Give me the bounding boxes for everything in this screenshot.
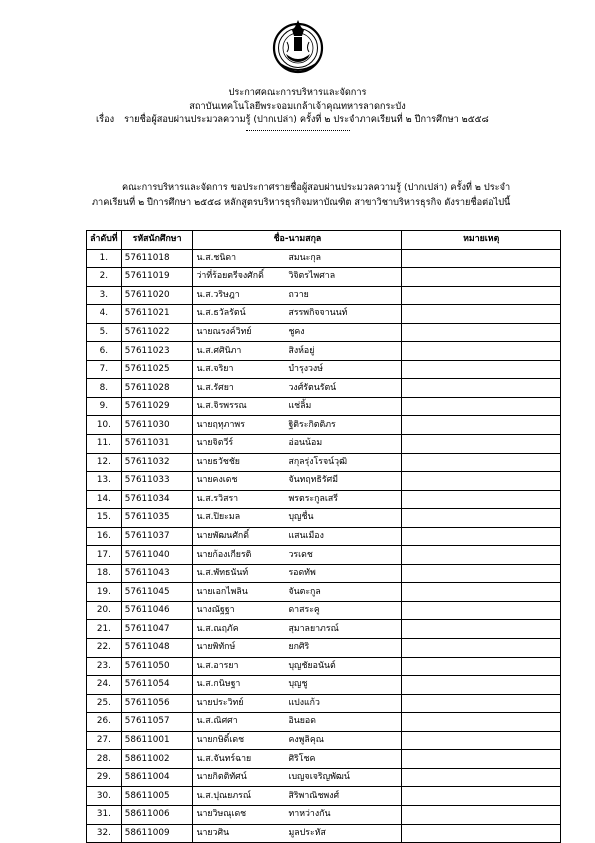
col-header-note: หมายเหตุ xyxy=(402,231,561,250)
table-row xyxy=(87,601,561,620)
first-name: นายพิทักษ์ xyxy=(196,642,236,653)
last-name: สรรพกิจจานนท์ xyxy=(288,308,348,319)
cell-no: 14. xyxy=(87,490,122,509)
first-name: นายฤทุภาพร xyxy=(196,419,245,430)
col-header-no: ลำดับที่ xyxy=(87,231,122,250)
last-name: ถวาย xyxy=(288,289,309,300)
col-header-name: ชื่อ-นามสกุล xyxy=(193,231,402,250)
cell-name xyxy=(193,564,402,583)
last-name: มูลประหัส xyxy=(288,827,326,838)
cell-no: 5. xyxy=(87,323,122,342)
cell-no: 30. xyxy=(87,787,122,806)
cell-name xyxy=(193,805,402,824)
cell-note xyxy=(402,435,561,454)
first-name: นายพัฒนศักดิ์ xyxy=(196,531,249,542)
table-row xyxy=(87,249,561,268)
cell-student-id: 57611019 xyxy=(121,268,193,287)
cell-student-id: 57611035 xyxy=(121,509,193,528)
last-name: ชูคง xyxy=(288,327,305,337)
cell-student-id: 57611048 xyxy=(121,639,193,658)
first-name: นายณรงค์วิทย์ xyxy=(196,327,252,337)
cell-no: 11. xyxy=(87,435,122,454)
table-row xyxy=(87,546,561,565)
cell-name xyxy=(193,305,402,324)
cell-no: 3. xyxy=(87,286,122,305)
cell-no: 24. xyxy=(87,676,122,695)
table-row xyxy=(87,305,561,324)
cell-no: 25. xyxy=(87,694,122,713)
last-name: อินยอด xyxy=(288,716,316,727)
cell-note xyxy=(402,546,561,565)
cell-note xyxy=(402,768,561,787)
cell-student-id: 57611025 xyxy=(121,360,193,379)
intro-paragraph xyxy=(92,180,572,210)
last-name: สิงห์อยู่ xyxy=(288,345,315,356)
first-name: น.ส.ชนิดา xyxy=(196,252,237,263)
cell-name xyxy=(193,286,402,305)
cell-name xyxy=(193,360,402,379)
cell-no: 28. xyxy=(87,750,122,769)
table-row xyxy=(87,360,561,379)
table-row xyxy=(87,435,561,454)
subject-text: รายชื่อผู้สอบผ่านประมวลความรู้ (ปากเปล่า) ครั้งที่ ๒ ประจำภาคเรียนที่ ๒ ปีการศึกษา ๒๕๕๘ xyxy=(124,114,489,125)
first-name: น.ส.ณิศศา xyxy=(196,716,238,727)
cell-note xyxy=(402,694,561,713)
first-name: น.ส.รัศยา xyxy=(196,382,234,393)
first-name: นายจิตวีร์ xyxy=(196,438,234,449)
cell-name xyxy=(193,750,402,769)
table-body xyxy=(87,249,561,843)
last-name: สมนะกุล xyxy=(288,252,322,263)
cell-note xyxy=(402,731,561,750)
first-name: นายก้องเกียรติ xyxy=(196,549,252,560)
cell-name xyxy=(193,546,402,565)
last-name: บำรุงวงษ์ xyxy=(288,364,324,375)
cell-no: 13. xyxy=(87,472,122,491)
first-name: นางณัฐฐา xyxy=(196,605,235,616)
cell-note xyxy=(402,323,561,342)
cell-student-id: 57611031 xyxy=(121,435,193,454)
cell-student-id: 57611050 xyxy=(121,657,193,676)
first-name: น.ส.ปิยะมล xyxy=(196,512,241,523)
cell-note xyxy=(402,639,561,658)
last-name: วงศ์รัตนรัตน์ xyxy=(288,382,337,393)
cell-student-id: 57611022 xyxy=(121,323,193,342)
cell-note xyxy=(402,527,561,546)
cell-no: 9. xyxy=(87,397,122,416)
first-name: น.ส.จริยา xyxy=(196,364,234,375)
cell-no: 18. xyxy=(87,564,122,583)
cell-no: 22. xyxy=(87,639,122,658)
cell-student-id: 58611005 xyxy=(121,787,193,806)
table-row xyxy=(87,416,561,435)
col-header-student-id: รหัสนักศึกษา xyxy=(121,231,193,250)
cell-name xyxy=(193,342,402,361)
last-name: ฐิติระกิตติภร xyxy=(288,419,336,430)
last-name: ยกศิริ xyxy=(288,642,310,653)
table-row xyxy=(87,824,561,843)
table-row xyxy=(87,564,561,583)
table-row xyxy=(87,583,561,602)
first-name: น.ส.รวิสรา xyxy=(196,493,239,504)
first-name: น.ส.อารยา xyxy=(196,660,239,671)
cell-name xyxy=(193,453,402,472)
cell-student-id: 57611028 xyxy=(121,379,193,398)
table-row xyxy=(87,750,561,769)
first-name: น.ส.ณฤภัค xyxy=(196,623,239,634)
cell-student-id: 57611029 xyxy=(121,397,193,416)
cell-name xyxy=(193,249,402,268)
cell-note xyxy=(402,805,561,824)
cell-name xyxy=(193,620,402,639)
first-name: น.ส.พัทธนันท์ xyxy=(196,568,249,579)
cell-student-id: 58611002 xyxy=(121,750,193,769)
table-row xyxy=(87,472,561,491)
cell-name xyxy=(193,268,402,287)
cell-name xyxy=(193,490,402,509)
cell-no: 15. xyxy=(87,509,122,528)
table-row xyxy=(87,342,561,361)
first-name: น.ส.จันทร์ฉาย xyxy=(196,753,252,764)
cell-student-id: 57611057 xyxy=(121,713,193,732)
first-name: น.ส.จิรพรรณ xyxy=(196,401,247,412)
last-name: สิริพาณิชพงศ์ xyxy=(288,790,340,801)
last-name: บุญชัยอนันต์ xyxy=(288,660,336,671)
last-name: ศิริโชค xyxy=(288,753,316,764)
cell-note xyxy=(402,342,561,361)
table-row xyxy=(87,694,561,713)
last-name: สกุลรุ่งโรจน์วุฒิ xyxy=(288,456,348,467)
table-row xyxy=(87,323,561,342)
cell-student-id: 57611023 xyxy=(121,342,193,361)
table-row xyxy=(87,397,561,416)
header-subject xyxy=(0,113,595,127)
cell-no: 17. xyxy=(87,546,122,565)
table-row xyxy=(87,731,561,750)
student-roster-table xyxy=(86,230,561,843)
cell-name xyxy=(193,787,402,806)
cell-student-id: 57611018 xyxy=(121,249,193,268)
last-name: วิจิตรไพศาล xyxy=(288,271,336,282)
cell-student-id: 57611030 xyxy=(121,416,193,435)
last-name: แปงแก้ว xyxy=(288,697,320,708)
cell-note xyxy=(402,564,561,583)
cell-student-id: 57611032 xyxy=(121,453,193,472)
first-name: นายกิตติทัศน์ xyxy=(196,772,247,783)
cell-note xyxy=(402,397,561,416)
cell-name xyxy=(193,472,402,491)
cell-no: 1. xyxy=(87,249,122,268)
last-name: เบญจเจริญพัฒน์ xyxy=(288,772,350,783)
table-row xyxy=(87,805,561,824)
cell-name xyxy=(193,416,402,435)
intro-line-2: ภาคเรียนที่ ๒ ปีการศึกษา ๒๕๕๘ หลักสูตรบริหารธุรกิจมหาบัณฑิต สาขาวิชาบริหารธุรกิจ ดังรายชื่อต่อไปนี้ xyxy=(92,197,511,208)
cell-no: 4. xyxy=(87,305,122,324)
cell-note xyxy=(402,583,561,602)
cell-note xyxy=(402,416,561,435)
last-name: จันทฤทธิรัศมี xyxy=(288,475,339,486)
cell-note xyxy=(402,249,561,268)
cell-note xyxy=(402,305,561,324)
cell-student-id: 57611043 xyxy=(121,564,193,583)
last-name: ดาสระคู xyxy=(288,605,320,616)
first-name: นายประวิทย์ xyxy=(196,697,244,708)
table-row xyxy=(87,268,561,287)
table-row xyxy=(87,639,561,658)
table-row xyxy=(87,620,561,639)
last-name: ทาหว่างกัน xyxy=(288,809,331,820)
cell-name xyxy=(193,583,402,602)
cell-note xyxy=(402,268,561,287)
cell-no: 32. xyxy=(87,824,122,843)
cell-note xyxy=(402,620,561,639)
cell-name xyxy=(193,713,402,732)
cell-no: 6. xyxy=(87,342,122,361)
table-row xyxy=(87,490,561,509)
cell-student-id: 57611021 xyxy=(121,305,193,324)
header-line-2: สถาบันเทคโนโลยีพระจอมเกล้าเจ้าคุณทหารลาดกระบัง xyxy=(189,100,406,112)
last-name: คงพูลิคุณ xyxy=(288,735,324,746)
first-name: นายวศิน xyxy=(196,827,230,838)
table-row xyxy=(87,509,561,528)
cell-name xyxy=(193,639,402,658)
cell-note xyxy=(402,509,561,528)
cell-note xyxy=(402,601,561,620)
cell-no: 2. xyxy=(87,268,122,287)
first-name: นายคงเดช xyxy=(196,475,238,486)
cell-student-id: 58611009 xyxy=(121,824,193,843)
cell-no: 29. xyxy=(87,768,122,787)
cell-note xyxy=(402,472,561,491)
cell-no: 27. xyxy=(87,731,122,750)
cell-student-id: 57611046 xyxy=(121,601,193,620)
cell-student-id: 57611040 xyxy=(121,546,193,565)
cell-name xyxy=(193,694,402,713)
last-name: พรตระกูลเสรี xyxy=(288,493,338,504)
cell-name xyxy=(193,397,402,416)
first-name: น.ส.ศศินิภา xyxy=(196,345,242,356)
cell-note xyxy=(402,824,561,843)
cell-student-id: 57611045 xyxy=(121,583,193,602)
table-row xyxy=(87,657,561,676)
first-name: นายธวัชชัย xyxy=(196,456,240,467)
cell-name xyxy=(193,601,402,620)
cell-no: 19. xyxy=(87,583,122,602)
last-name: บุญชู xyxy=(288,679,308,690)
last-name: อ่อนน้อม xyxy=(288,438,323,449)
table-row xyxy=(87,768,561,787)
last-name: บุญชื่น xyxy=(288,512,314,523)
cell-note xyxy=(402,286,561,305)
table-row xyxy=(87,527,561,546)
cell-student-id: 57611034 xyxy=(121,490,193,509)
last-name: วรเดช xyxy=(288,549,313,560)
cell-student-id: 58611004 xyxy=(121,768,193,787)
first-name: น.ส.วริษฎา xyxy=(196,289,240,300)
cell-name xyxy=(193,676,402,695)
cell-no: 16. xyxy=(87,527,122,546)
cell-note xyxy=(402,657,561,676)
cell-name xyxy=(193,824,402,843)
cell-note xyxy=(402,453,561,472)
cell-note xyxy=(402,490,561,509)
first-name: นายเอกไพลิน xyxy=(196,586,248,597)
cell-name xyxy=(193,731,402,750)
cell-note xyxy=(402,713,561,732)
cell-student-id: 57611037 xyxy=(121,527,193,546)
header-line-1: ประกาศคณะการบริหารและจัดการ xyxy=(228,87,367,98)
cell-no: 12. xyxy=(87,453,122,472)
first-name: นายวิษณุเดช xyxy=(196,809,247,820)
cell-student-id: 57611020 xyxy=(121,286,193,305)
cell-no: 20. xyxy=(87,601,122,620)
cell-name xyxy=(193,379,402,398)
cell-name xyxy=(193,435,402,454)
table-row xyxy=(87,286,561,305)
cell-student-id: 58611006 xyxy=(121,805,193,824)
subject-label: เรื่อง xyxy=(96,114,115,125)
cell-no: 21. xyxy=(87,620,122,639)
cell-no: 26. xyxy=(87,713,122,732)
cell-note xyxy=(402,360,561,379)
table-row xyxy=(87,713,561,732)
cell-note xyxy=(402,676,561,695)
cell-name xyxy=(193,657,402,676)
announcement-header xyxy=(0,86,595,127)
table-row xyxy=(87,787,561,806)
first-name: น.ส.ธวัลรัตน์ xyxy=(196,308,246,319)
intro-line-1: คณะการบริหารและจัดการ ขอประกาศรายชื่อผู้สอบผ่านประมวลความรู้ (ปากเปล่า) ครั้งที่ ๒ ประจำ xyxy=(122,182,511,193)
cell-no: 31. xyxy=(87,805,122,824)
cell-note xyxy=(402,379,561,398)
cell-student-id: 58611001 xyxy=(121,731,193,750)
dotted-divider xyxy=(246,130,350,131)
table-row xyxy=(87,453,561,472)
cell-no: 7. xyxy=(87,360,122,379)
last-name: จันตะกูล xyxy=(288,586,321,597)
last-name: แสนเมือง xyxy=(288,531,324,542)
last-name: สุมาลยาภรณ์ xyxy=(288,623,339,634)
first-name: น.ส.กนิษฐา xyxy=(196,679,241,690)
cell-student-id: 57611056 xyxy=(121,694,193,713)
cell-name xyxy=(193,323,402,342)
last-name: รอดทัพ xyxy=(288,568,316,579)
cell-note xyxy=(402,787,561,806)
last-name: แช่ลิ้ม xyxy=(288,401,312,412)
first-name: นายกษิดิ์เดช xyxy=(196,735,245,746)
table-row xyxy=(87,676,561,695)
cell-name xyxy=(193,509,402,528)
institute-seal-logo xyxy=(272,18,324,76)
first-name: ว่าที่ร้อยตรีจงศักดิ์ xyxy=(196,271,264,282)
cell-note xyxy=(402,750,561,769)
first-name: น.ส.ปุณยภรณ์ xyxy=(196,790,252,801)
table-header-row xyxy=(87,231,561,250)
cell-no: 8. xyxy=(87,379,122,398)
cell-name xyxy=(193,527,402,546)
cell-no: 10. xyxy=(87,416,122,435)
cell-student-id: 57611047 xyxy=(121,620,193,639)
cell-name xyxy=(193,768,402,787)
cell-student-id: 57611054 xyxy=(121,676,193,695)
cell-no: 23. xyxy=(87,657,122,676)
table-row xyxy=(87,379,561,398)
cell-student-id: 57611033 xyxy=(121,472,193,491)
